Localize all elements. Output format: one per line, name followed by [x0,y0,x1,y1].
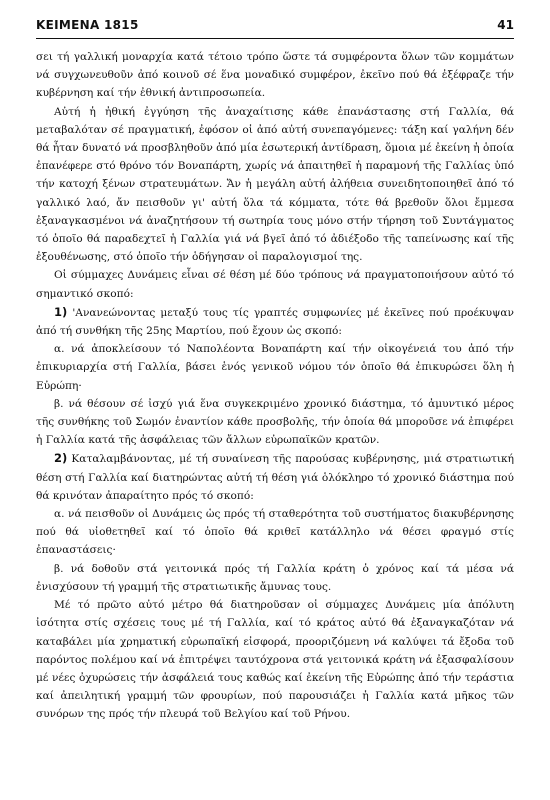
sub-item-1b: β. νά θέσουν σέ ἰσχύ γιά ἕνα συγκεκριμένο χρονικό διάστημα, τό ἀμυντικό μέρος τῆς συνθήκης τοῦ Σωμόν ἐναντίον κάθε προσβολῆς, τήν ὁποία θά μποροῦσε νά ἐπιφέρει ἡ Γαλλία κατά τῆς ἀσφάλειας τῶν ἄλλων εὐρωπαϊκῶν κρατῶν. [36,397,514,447]
header-title: ΚΕΙΜΕΝΑ 1815 [36,18,139,32]
list-item-number: 2) [54,451,68,466]
header-rule [36,38,514,39]
running-header [36,18,514,36]
list-item-1 [36,303,514,340]
paragraph: σει τή γαλλική μοναρχία κατά τέτοιο τρόπο ὥστε τά συμφέροντα ὅλων τῶν κομμάτων νά συγχωνευθοῦν ἀπό κοινοῦ σέ ἕνα μοναδικό συμφέρον, ἐκεῖνο πού θά ἐξέφραζε τήν κυβέρνηση καί τήν ἐθνική ἀντιπροσωπεία. [36,51,514,100]
paragraph: Αὐτή ἡ ἠθική ἐγγύηση τῆς ἀναχαίτισης κάθε ἐπανάστασης στή Γαλλία, θά μεταβαλόταν σέ πραγματική, ἐφόσον οἱ ἀπό αὐτή συνεπαγόμενες: τάξη καί γαλήνη δέν θά ἦταν δυνατό νά προσβληθοῦν ἀπό μία ἐσωτερική ἀντίδραση, ὅμοια μέ ἐκείνη ἡ ὁποία ἐπανέφερε στό θρόνο τόν Βοναπάρτη, χωρίς νά ἀπαιτηθεῖ ἡ παραμονή τῆς Γαλλίας ὑπό τήν κατοχή ξένων στρατευμάτων. Ἄν ἡ μεγάλη αὐτή ἀλήθεια συνειδητοποιηθεῖ ἀπό τό γαλλικό λαό, ἄν πεισθοῦν γι' αὐτή ὅλα τά κόμματα, τότε θά βρεθοῦν ὅλοι ἔμμεσα ἐξαναγκασμένοι νά ἀναζητήσουν τή σωτηρία τους μόνο στήν τήρηση τοῦ Συντάγματος τό ὁποῖο θά παραδεχτεῖ ἡ Γαλλία γιά νά βγεῖ ἀπό τό ἀδιέξοδο τῆς ταπείνωσης καί τῆς ἐξουθένωσης, στό ὁποῖο τήν ὁδήγησαν οἱ παραλογισμοί της. [36,105,514,264]
list-item-text: 'Ανανεώνοντας μεταξύ τους τίς γραπτές συμφωνίες μέ ἐκεῖνες πού προέκυψαν ἀπό τή συνθήκη τῆς 25ης Μαρτίου, πού ἔχουν ὡς σκοπό: [36,306,514,338]
list-item-2 [36,449,514,505]
body-text [36,48,514,724]
paragraph: Οἱ σύμμαχες Δυνάμεις εἶναι σέ θέση μέ δύο τρόπους νά πραγματοποιήσουν αὐτό τό σημαντικό σκοπό: [36,269,514,300]
sub-item-1a: α. νά ἀποκλείσουν τό Ναπολέοντα Βοναπάρτη καί τήν οἰκογένειά του ἀπό τήν ἐπικυριαρχία στή Γαλλία, βάσει ἑνός γενικοῦ νόμου τόν ὁποῖο θά ἐπικυρώσει ὅλη ἡ Εὐρώπη· [36,343,514,392]
sub-item-2b: β. νά δοθοῦν στά γειτονικά πρός τή Γαλλία κράτη ὁ χρόνος καί τά μέσα νά ἐνισχύσουν τή γραμμή τῆς στρατιωτικῆς ἄμυνας τους. [36,562,514,593]
sub-item-2a: α. νά πεισθοῦν οἱ Δυνάμεις ὡς πρός τή σταθερότητα τοῦ συστήματος διακυβέρνησης πού θά υἱοθετηθεῖ καί τό ὁποῖο θά κριθεῖ κατάλληλο νά θέσει φραγμό στίς ἐπαναστάσεις· [36,508,514,557]
list-item-number: 1) [54,304,68,319]
page-number: 41 [497,18,514,32]
paragraph: Μέ τό πρῶτο αὐτό μέτρο θά διατηροῦσαν οἱ σύμμαχες Δυνάμεις μία ἀπόλυτη ἰσότητα στίς σχέσεις τους μέ τή Γαλλία, καί τό κράτος αὐτό θά ἐξαναγκαζόταν νά καταβάλει μία χρηματική εὐρωπαϊκή εἰσφορά, προοριζόμενη νά καλύψει τά ἔξοδα τοῦ παρόντος πολέμου καί νά ἐπιτρέψει ταυτόχρονα στά γειτονικά κράτη νά ἐξασφαλίσουν μέ νέες ὀχυρώσεις τήν ἀσφάλειά τους καθώς καί ἐκείνη τῆς Εὐρώπης ἀπό τήν τεράστια καί ἀπειλητική γραμμή τῶν φρουρίων, πού παρουσιάζει ἡ Γαλλία κατά μῆκος τῶν συνόρων της πρός τήν πλευρά τοῦ Βελγίου καί τοῦ Ρήνου. [36,599,514,721]
list-item-text: Καταλαμβάνοντας, μέ τή συναίνεση τῆς παρούσας κυβέρνησης, μιά στρατιωτική θέση στή Γαλλία καί διατηρώντας αὐτή τή θέση γιά ὁλόκληρο τό χρονικό διάστημα πού θά κρινόταν ἀπαραίτητο πρός τό σκοπό: [36,453,515,502]
